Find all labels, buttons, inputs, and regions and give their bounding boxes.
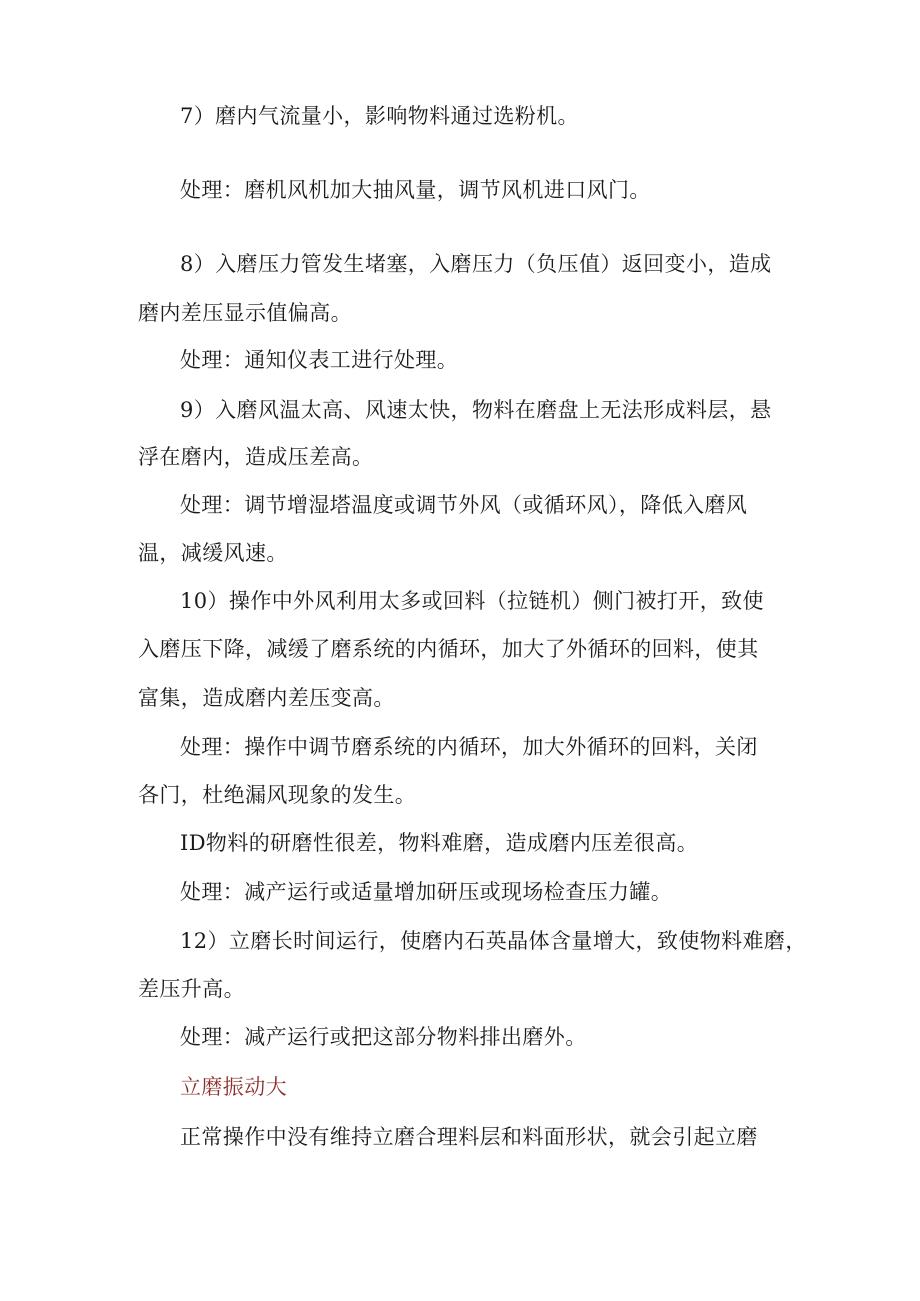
item-10-text-line-2: 入磨压下降，减缓了磨系统的内循环，加大了外循环的回料，使其	[138, 637, 759, 661]
section-heading: 立磨振动大	[180, 1075, 287, 1099]
item-10-text-line-3: 富集，造成磨内差压变高。	[138, 686, 395, 710]
item-10-text-line-1: 10）操作中外风利用太多或回料（拉链机）侧门被打开，致使	[180, 589, 764, 613]
item-11-text: ID物料的研磨性很差，物料难磨，造成磨内压差很高。	[180, 831, 699, 855]
item-8-text-line-1: 8）入磨压力管发生堵塞，入磨压力（负压值）返回变小，造成	[180, 252, 772, 276]
item-12-solution: 处理：减产运行或把这部分物料排出磨外。	[180, 1025, 587, 1049]
item-10-solution-line-1: 处理：操作中调节磨系统的内循环，加大外循环的回料，关闭	[180, 735, 758, 759]
item-7-text: 7）磨内气流量小，影响物料通过选粉机。	[180, 104, 579, 128]
item-7-solution: 处理：磨机风机加大抽风量，调节风机进口风门。	[180, 178, 651, 202]
item-8-solution: 处理：通知仪表工进行处理。	[180, 348, 459, 372]
item-9-solution-line-2: 温，减缓风速。	[138, 541, 288, 565]
item-9-text-line-1: 9）入磨风温太高、风速太快，物料在磨盘上无法形成料层，悬	[180, 398, 772, 422]
final-paragraph-line: 正常操作中没有维持立磨合理料层和料面形状，就会引起立磨	[180, 1125, 758, 1149]
item-9-solution-line-1: 处理：调节增湿塔温度或调节外风（或循环风），降低入磨风	[180, 493, 748, 517]
item-10-solution-line-2: 各门，杜绝漏风现象的发生。	[138, 783, 417, 807]
item-12-text-line-2: 差压升高。	[138, 977, 245, 1001]
item-11-solution: 处理：减产运行或适量增加研压或现场检查压力罐。	[180, 880, 673, 904]
item-9-text-line-2: 浮在磨内，造成压差高。	[138, 445, 374, 469]
item-12-text-line-1: 12）立磨长时间运行，使磨内石英晶体含量增大，致使物料难磨，	[180, 929, 807, 953]
item-8-text-line-2: 磨内差压显示值偏高。	[138, 301, 352, 325]
